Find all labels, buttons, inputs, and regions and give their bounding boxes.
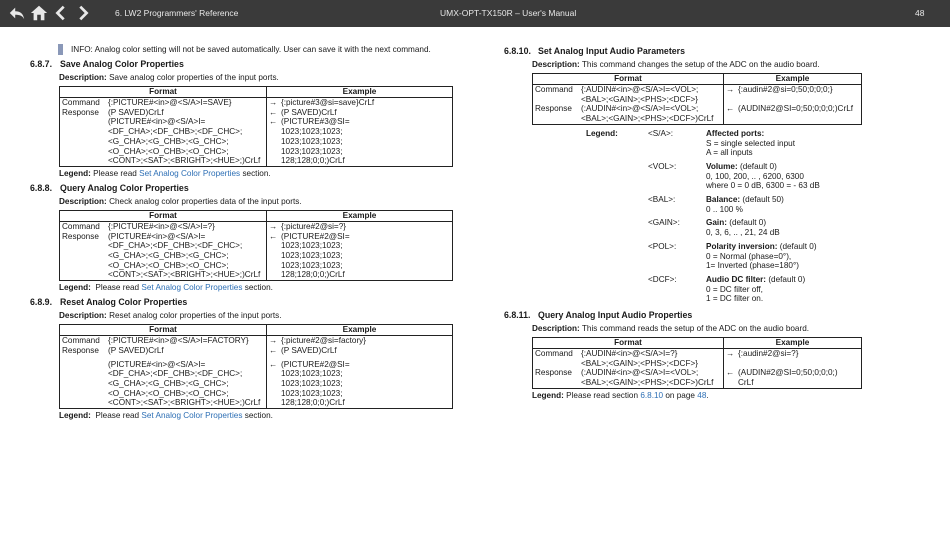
format-cell: (P SAVED)CrLf (106, 108, 267, 118)
example-cell (267, 356, 453, 409)
legend-text: Please read (93, 168, 137, 178)
description-label: Description: (532, 324, 580, 334)
row-label: Response (60, 232, 107, 281)
page-number: 48 (915, 8, 925, 18)
example-text: {:picture#2@si=?} (281, 221, 346, 231)
description-label: Description: (532, 60, 580, 69)
param-desc (706, 129, 876, 158)
legend-text: Please read (95, 411, 140, 421)
param-title: Volume: (706, 161, 738, 171)
example-cell (267, 346, 453, 356)
format-cell: (P SAVED)CrLf (106, 346, 267, 356)
row-label: Command (60, 98, 107, 108)
format-header: Format (533, 74, 724, 85)
legend (59, 169, 455, 179)
example-cell (724, 349, 862, 369)
example-text: (PICTURE#2@SI= 1023;1023;1023; 1023;1023;1023; 1023;1023;1023; 128;128;0;0;)CrLf (281, 231, 350, 280)
example-header: Example (724, 74, 862, 85)
legend (59, 283, 455, 293)
legend (59, 411, 455, 421)
section-heading (30, 183, 455, 193)
param-default: (default 0) (726, 218, 767, 228)
example-text: (AUDIN#2@SI=0;50;0;0;0;) CrLf (738, 368, 838, 388)
left-arrow-icon: ← (726, 368, 735, 378)
param-title: Audio DC filter: (706, 274, 767, 284)
legend-text: section. (242, 168, 271, 178)
param-name: <VOL>: (648, 161, 677, 171)
example-text: (P SAVED)CrLf (281, 107, 337, 117)
format-cell: {:AUDIN#<in>@<S/A>I=?} <BAL>;<GAIN>;<PHS>;<DCF>} (579, 349, 724, 369)
format-cell: (PICTURE#<in>@<S/A>I= <DF_CHA>;<DF_CHB>;<DF_CHC>; <G_CHA>;<G_CHB>;<G_CHC>; <O_CHA>;<O_CHB>;<O_CHC>; <CONT>;<SAT>;<BRIGHT>;<HUE>;)CrLf (106, 232, 267, 281)
description-text: Reset analog color properties of the input ports. (109, 311, 282, 321)
right-arrow-icon: → (269, 221, 278, 231)
legend-text: section. (244, 411, 273, 421)
command-table (59, 210, 453, 281)
legend-label: Legend: (59, 283, 91, 293)
param-default: (default 50) (740, 195, 784, 205)
description-label: Description: (59, 73, 107, 82)
next-icon[interactable] (74, 4, 92, 22)
section-number: 6.8.8. (30, 182, 53, 193)
parameter-legend (586, 129, 866, 304)
format-cell: (:AUDIN#<in>@<S/A>I=<VOL>; <BAL>;<GAIN>;<PHS>;<DCF>)CrLf (579, 104, 724, 124)
section-title: 6. LW2 Programmers' Reference (115, 8, 239, 18)
right-arrow-icon: → (726, 349, 735, 359)
description (532, 60, 866, 70)
example-text: (PICTURE#2@SI= 1023;1023;1023; 1023;1023;1023; 1023;1023;1023; 128;128;0;0;)CrLf (281, 359, 350, 408)
row-label: Command (60, 336, 107, 346)
section-heading (30, 59, 455, 69)
description-text: Check analog color properties data of the input ports. (109, 196, 302, 206)
example-text: {:audin#2@si=0;50;0;0;0;} (738, 85, 833, 94)
command-table (59, 324, 453, 409)
left-arrow-icon: ← (269, 231, 278, 241)
page-link[interactable]: 48 (697, 390, 707, 400)
format-cell: (PICTURE#<in>@<S/A>I= <DF_CHA>;<DF_CHB>;<DF_CHC>; <G_CHA>;<G_CHB>;<G_CHC>; <O_CHA>;<O_CHB>;<O_CHC>; <CONT>;<SAT>;<BRIGHT>;<HUE>;)CrLf (106, 356, 267, 409)
top-navigation-bar (0, 0, 950, 27)
legend-text: on page (665, 390, 695, 400)
param-default: (default 0) (766, 274, 806, 284)
param-desc (706, 162, 876, 191)
example-cell (267, 232, 453, 281)
param-line: 0 = Normal (phase=0°), (706, 251, 792, 261)
section-title-text: Save Analog Color Properties (60, 59, 184, 69)
info-note: INFO: Analog color setting will not be saved automatically. User can save it with the next command. (58, 44, 455, 55)
example-cell (724, 85, 862, 105)
param-line: 0, 100, 200, .. , 6200, 6300 (706, 171, 804, 181)
param-desc (706, 218, 876, 237)
legend-text: Please read (95, 283, 140, 293)
legend-label: Legend: (532, 390, 564, 400)
legend-label: Legend: (59, 411, 91, 421)
legend-text: section. (244, 283, 273, 293)
example-header: Example (267, 325, 453, 336)
left-arrow-icon: ← (726, 104, 735, 114)
description (59, 73, 455, 83)
section-number: 6.8.10. (504, 46, 531, 56)
format-cell: {:PICTURE#<in>@<S/A>I=SAVE} (106, 98, 267, 108)
legend-text: Please read section (566, 390, 639, 400)
left-arrow-icon: ← (269, 359, 278, 369)
legend-label: Legend: (59, 168, 91, 178)
example-cell (724, 368, 862, 388)
description-label: Description: (59, 311, 107, 321)
left-arrow-icon: ← (269, 107, 278, 117)
section-title-text: Query Analog Color Properties (60, 182, 189, 193)
param-desc (706, 242, 876, 271)
format-header: Format (60, 210, 267, 221)
param-line: 0, 3, 6, .. , 21, 24 dB (706, 228, 780, 238)
row-label: Command (60, 221, 107, 231)
param-line: 0 = DC filter off, (706, 284, 763, 294)
section-link[interactable]: Set Analog Color Properties (141, 283, 243, 293)
description-text: Save analog color properties of the input ports. (109, 73, 279, 82)
section-title-text: Reset Analog Color Properties (60, 297, 188, 308)
legend (532, 391, 866, 401)
description (532, 324, 866, 334)
example-text: {:picture#3@si=save}CrLf (281, 98, 375, 107)
param-name: <POL>: (648, 241, 677, 251)
format-header: Format (533, 338, 724, 349)
nav-icons (8, 4, 92, 22)
format-cell: {:PICTURE#<in>@<S/A>I=?} (106, 221, 267, 231)
param-name: <GAIN>: (648, 218, 680, 228)
example-header: Example (267, 210, 453, 221)
format-cell: {:PICTURE#<in>@<S/A>I=FACTORY} (106, 336, 267, 346)
prev-icon[interactable] (52, 4, 70, 22)
section-heading (30, 297, 455, 307)
example-cell (724, 104, 862, 124)
left-arrow-icon: ← (269, 345, 278, 355)
param-title: Balance: (706, 195, 741, 205)
format-cell: (:AUDIN#<in>@<S/A>I=<VOL>; <BAL>;<GAIN>;<PHS>;<DCF>)CrLf (579, 368, 724, 388)
description (59, 311, 455, 321)
right-arrow-icon: → (726, 85, 735, 94)
section-link[interactable]: 6.8.10 (640, 390, 664, 400)
param-title: Affected ports: (706, 128, 765, 138)
format-header: Format (60, 325, 267, 336)
example-text: (P SAVED)CrLf (281, 345, 337, 355)
row-label: Response (60, 346, 107, 356)
param-title: Polarity inversion: (706, 241, 778, 251)
row-label: Command (533, 349, 580, 369)
right-arrow-icon: → (269, 336, 278, 346)
section-number: 6.8.7. (30, 59, 53, 69)
row-label: Command (533, 85, 580, 105)
example-text: (PICTURE#3@SI= 1023;1023;1023; 1023;1023;1023; 1023;1023;1023; 128;128;0;0;)CrLf (281, 117, 350, 166)
param-line: 1= Inverted (phase=180°) (706, 261, 799, 271)
param-title: Gain: (706, 218, 727, 228)
row-label: Response (533, 368, 580, 388)
example-cell (267, 221, 453, 231)
section-link[interactable]: Set Analog Color Properties (141, 411, 243, 421)
right-arrow-icon: → (269, 98, 278, 107)
example-text: {:picture#2@si=factory} (281, 336, 367, 346)
example-cell (267, 108, 453, 118)
param-line: 1 = DC filter on. (706, 294, 764, 304)
format-cell: (PICTURE#<in>@<S/A>I= <DF_CHA>;<DF_CHB>;<DF_CHC>; <G_CHA>;<G_CHB>;<G_CHC>; <O_CHA>;<O_CHB>;<O_CHC>; <CONT>;<SAT>;<BRIGHT>;<HUE>;)CrLf (106, 117, 267, 166)
example-header: Example (267, 87, 453, 98)
description-text: This command reads the setup of the ADC on the audio board. (581, 324, 810, 334)
back-icon[interactable] (8, 4, 26, 22)
section-heading (504, 310, 866, 320)
row-label: Response (533, 104, 580, 124)
example-cell (267, 117, 453, 166)
section-number: 6.8.11. (504, 310, 531, 321)
home-icon[interactable] (30, 4, 48, 22)
example-cell (267, 98, 453, 108)
left-arrow-icon: ← (269, 117, 278, 127)
section-heading (504, 46, 866, 56)
command-table (532, 337, 862, 389)
legend-label: Legend: (586, 128, 618, 138)
section-number: 6.8.9. (30, 297, 53, 308)
example-cell (267, 336, 453, 346)
param-line: S = single selected input (706, 138, 795, 148)
section-title-text: Query Analog Input Audio Properties (538, 310, 693, 321)
format-cell: {:AUDIN#<in>@<S/A>I=<VOL>; <BAL>;<GAIN>;<PHS>;<DCF>} (579, 85, 724, 105)
param-line: A = all inputs (706, 148, 753, 158)
description (59, 197, 455, 207)
right-column (504, 44, 866, 405)
section-link[interactable]: Set Analog Color Properties (139, 168, 241, 178)
example-header: Example (724, 338, 862, 349)
example-text: (AUDIN#2@SI=0;50;0;0;0;)CrLf (738, 104, 854, 114)
row-label: Response (60, 108, 107, 118)
format-header: Format (60, 87, 267, 98)
section-title-text: Set Analog Input Audio Parameters (538, 46, 685, 56)
description-text: This command changes the setup of the ADC on the audio board. (581, 60, 820, 69)
manual-title: UMX-OPT-TX150R – User's Manual (440, 8, 577, 18)
param-default: (default 0) (777, 241, 817, 251)
command-table (532, 73, 862, 125)
left-column (30, 44, 455, 425)
example-text: {:audin#2@si=?} (738, 349, 799, 359)
command-table (59, 86, 453, 167)
param-line: where 0 = 0 dB, 6300 = - 63 dB (706, 181, 820, 191)
param-desc (706, 275, 876, 304)
param-name: <S/A>: (648, 128, 674, 138)
param-line: 0 .. 100 % (706, 204, 743, 214)
param-desc (706, 195, 876, 214)
param-name: <DCF>: (648, 274, 677, 284)
legend-text: . (706, 390, 709, 400)
description-label: Description: (59, 196, 107, 206)
param-default: (default 0) (737, 161, 777, 171)
param-name: <BAL>: (648, 195, 676, 205)
